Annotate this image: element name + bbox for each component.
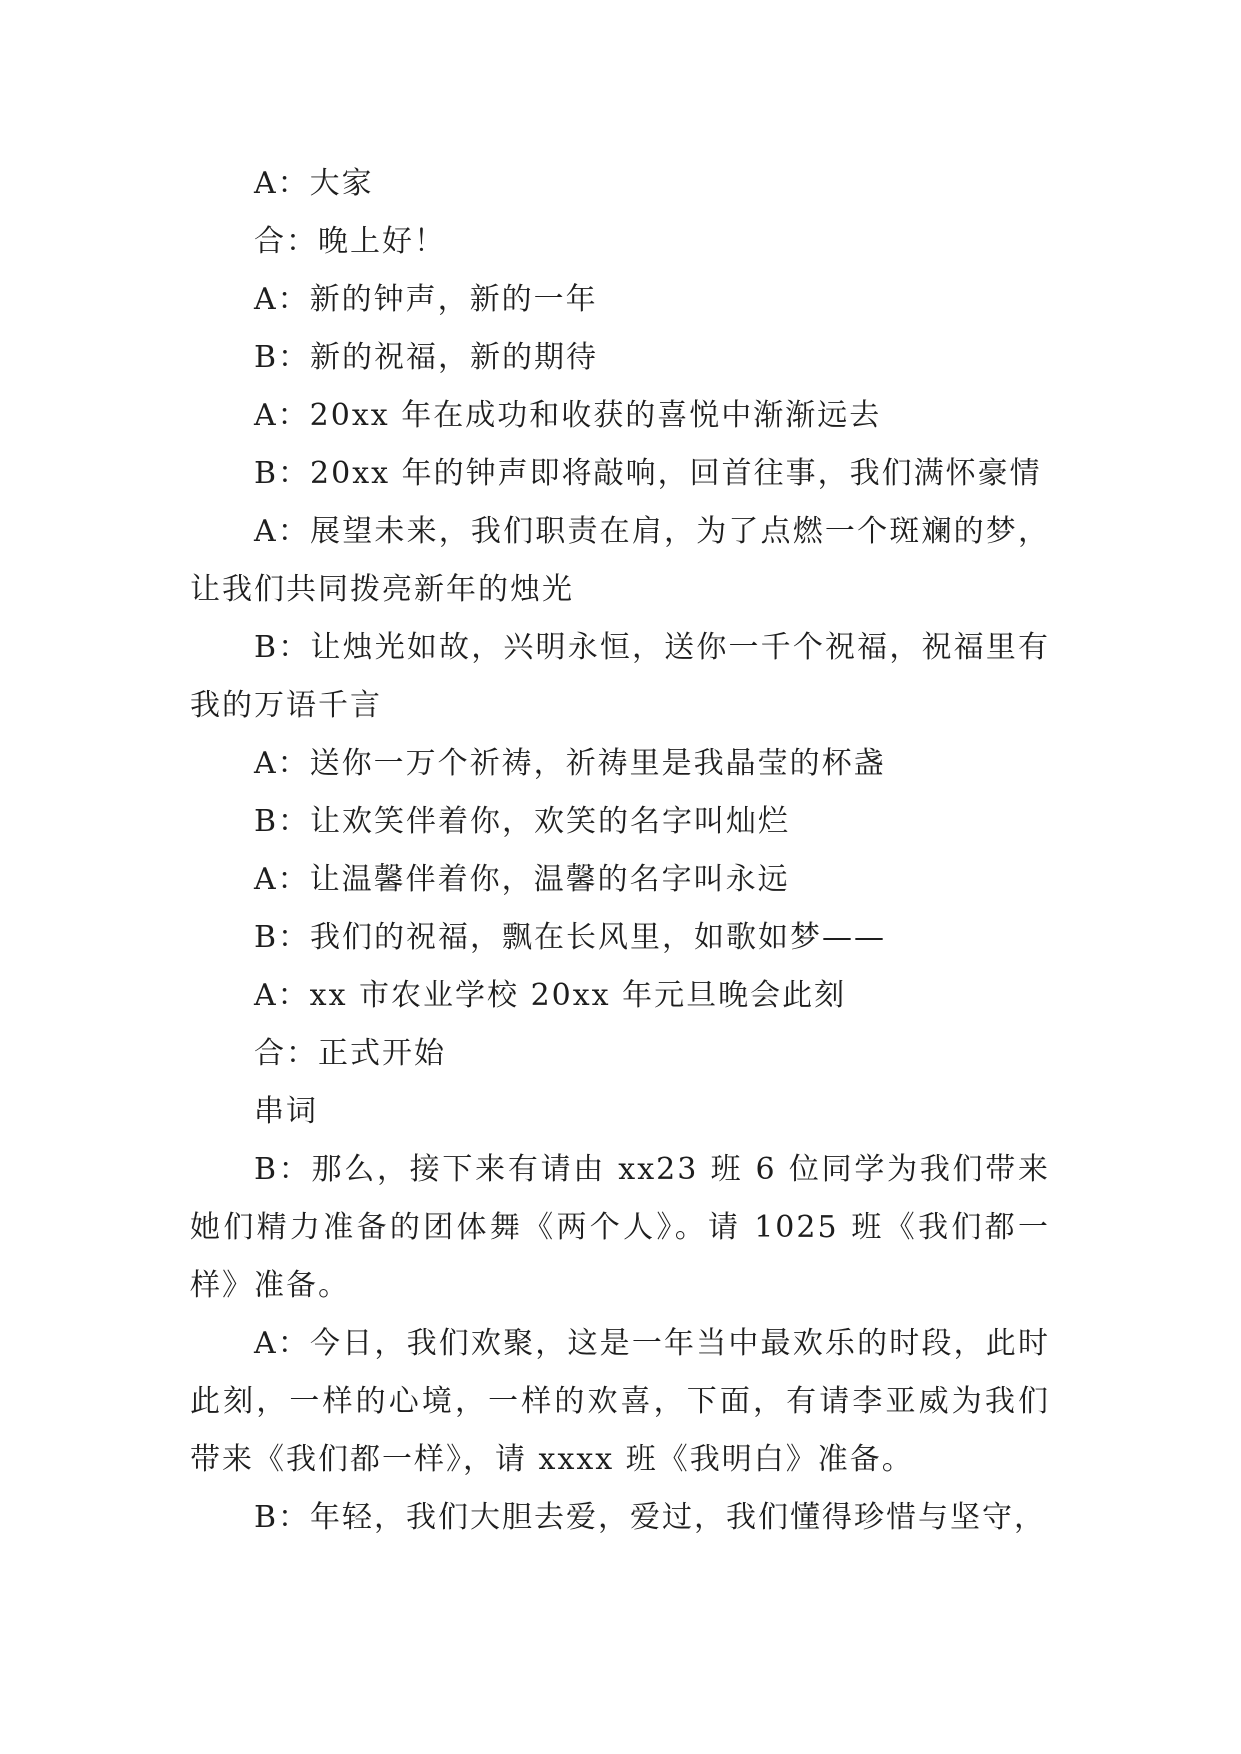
paragraph: A：大家 [254,166,374,201]
paragraph: B：20xx 年的钟声即将敲响，回首往事，我们满怀豪情 [254,456,1042,491]
document-body [190,155,1050,1547]
paragraph: A：今日，我们欢聚，这是一年当中最欢乐的时段，此时此刻，一样的心境，一样的欢喜，下面，有请李亚威为我们带来《我们都一样》，请 xxxx 班《我明白》准备。 [190,1326,1050,1477]
paragraph: B：那么，接下来有请由 xx23 班 6 位同学为我们带来她们精力准备的团体舞《两个人》。请 1025 班《我们都一样》准备。 [190,1152,1050,1303]
paragraph: 合：晚上好！ [254,224,446,259]
paragraph: B：让烛光如故，兴明永恒，送你一千个祝福，祝福里有我的万语千言 [190,630,1050,723]
paragraph: A：展望未来，我们职责在肩，为了点燃一个斑斓的梦，让我们共同拨亮新年的烛光 [190,514,1050,607]
paragraph: B：我们的祝福，飘在长风里，如歌如梦—— [254,920,887,955]
paragraph: B：年轻，我们大胆去爱，爱过，我们懂得珍惜与坚守， [254,1500,1047,1535]
paragraph: A：送你一万个祈祷，祈祷里是我晶莹的杯盏 [254,746,886,781]
paragraph: B：让欢笑伴着你，欢笑的名字叫灿烂 [254,804,791,839]
section-heading: 串词 [254,1094,318,1129]
paragraph: A：xx 市农业学校 20xx 年元旦晚会此刻 [254,978,847,1013]
paragraph: A：让温馨伴着你，温馨的名字叫永远 [254,862,790,897]
paragraph: 合：正式开始 [254,1036,446,1071]
paragraph: A：20xx 年在成功和收获的喜悦中渐渐远去 [254,398,882,433]
paragraph: A：新的钟声，新的一年 [254,282,598,317]
paragraph: B：新的祝福，新的期待 [254,340,599,375]
